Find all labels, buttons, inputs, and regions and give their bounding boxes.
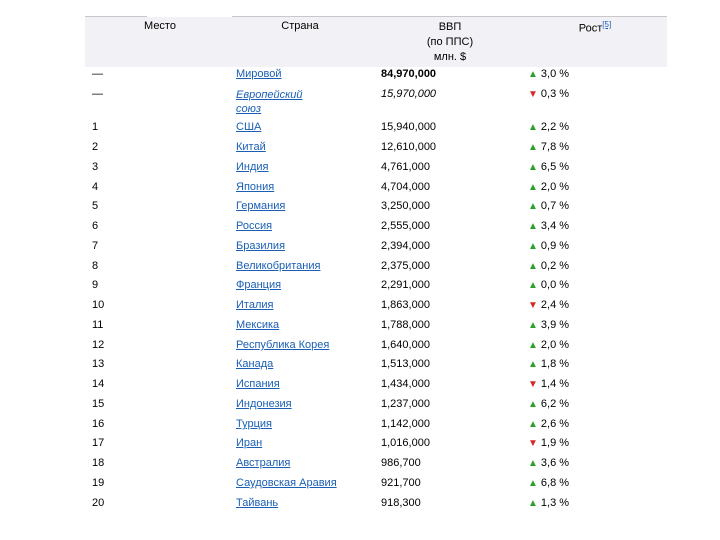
- triangle-up-icon: ▲: [528, 399, 538, 410]
- rank-cell: 7: [92, 240, 99, 252]
- growth-cell: [528, 319, 569, 331]
- triangle-up-icon: ▲: [528, 340, 538, 351]
- growth-cell: [528, 398, 569, 410]
- growth-cell: [528, 200, 569, 212]
- growth-value: 2,4 %: [540, 299, 570, 311]
- header-gdp: [415, 20, 485, 65]
- growth-cell: [528, 260, 569, 272]
- triangle-up-icon: ▲: [528, 458, 538, 469]
- gdp-cell: 1,640,000: [381, 339, 430, 351]
- gdp-cell: 1,513,000: [381, 358, 430, 370]
- country-link[interactable]: Россия: [236, 220, 273, 232]
- country-link[interactable]: Бразилия: [236, 240, 286, 252]
- growth-value: 1,9 %: [540, 437, 570, 449]
- rank-cell: 15: [92, 398, 105, 410]
- rank-cell: 17: [92, 437, 105, 449]
- table-row: [0, 299, 720, 317]
- rank-cell: 2: [92, 141, 99, 153]
- table-row: [0, 319, 720, 337]
- gdp-cell: 986,700: [381, 457, 421, 469]
- country-link[interactable]: Мексика: [236, 319, 280, 331]
- header-gdp-line3: млн. $: [433, 51, 467, 63]
- gdp-cell: 3,250,000: [381, 200, 430, 212]
- country-link[interactable]: Индонезия: [236, 398, 292, 410]
- rank-cell: 12: [92, 339, 105, 351]
- rank-cell: 16: [92, 418, 105, 430]
- triangle-up-icon: ▲: [528, 201, 538, 212]
- table-row: [0, 358, 720, 376]
- gdp-cell: 15,940,000: [381, 121, 437, 133]
- triangle-up-icon: ▲: [528, 182, 538, 193]
- table-row: [0, 398, 720, 416]
- table-row: [0, 88, 720, 115]
- growth-cell: [528, 477, 569, 489]
- table-row: [0, 497, 720, 515]
- growth-cell: [528, 497, 569, 509]
- growth-cell: [528, 141, 569, 153]
- country-link[interactable]: Мировой: [236, 68, 282, 80]
- header-divider: [232, 16, 667, 17]
- growth-cell: [528, 161, 569, 173]
- growth-value: 0,2 %: [540, 260, 570, 272]
- growth-value: 0,7 %: [540, 200, 570, 212]
- rank-cell: —: [92, 68, 103, 80]
- growth-cell: [528, 121, 569, 133]
- growth-value: 6,8 %: [540, 477, 570, 489]
- triangle-up-icon: ▲: [528, 122, 538, 133]
- rank-cell: 6: [92, 220, 99, 232]
- growth-cell: [528, 418, 569, 430]
- growth-value: 1,3 %: [540, 497, 570, 509]
- growth-cell: [528, 378, 569, 390]
- triangle-down-icon: ▼: [528, 300, 538, 311]
- triangle-up-icon: ▲: [528, 280, 538, 291]
- triangle-up-icon: ▲: [528, 498, 538, 509]
- country-link[interactable]: Европейский союз: [236, 89, 303, 115]
- country-link[interactable]: Тайвань: [236, 497, 279, 509]
- growth-value: 0,9 %: [540, 240, 570, 252]
- growth-reference-link[interactable]: [5]: [602, 20, 612, 29]
- header-growth: [570, 20, 620, 35]
- gdp-cell: 1,016,000: [381, 437, 430, 449]
- growth-value: 2,6 %: [540, 418, 570, 430]
- rank-cell: 14: [92, 378, 105, 390]
- rank-cell: 18: [92, 457, 105, 469]
- country-link[interactable]: Австралия: [236, 457, 291, 469]
- triangle-up-icon: ▲: [528, 69, 538, 80]
- gdp-cell: 2,394,000: [381, 240, 430, 252]
- country-link[interactable]: Саудовская Аравия: [236, 477, 337, 489]
- table-row: [0, 68, 720, 86]
- rank-cell: 3: [92, 161, 99, 173]
- rank-cell: 11: [92, 319, 104, 331]
- gdp-cell: 4,761,000: [381, 161, 430, 173]
- header-growth-label: Рост: [578, 22, 603, 35]
- table-row: [0, 161, 720, 179]
- growth-value: 3,0 %: [540, 68, 570, 80]
- gdp-cell: 921,700: [381, 477, 421, 489]
- gdp-cell: 2,291,000: [381, 279, 430, 291]
- country-link[interactable]: Германия: [236, 200, 286, 212]
- table-row: [0, 378, 720, 396]
- growth-value: 7,8 %: [540, 141, 570, 153]
- rank-cell: 9: [92, 279, 99, 291]
- triangle-down-icon: ▼: [528, 89, 538, 100]
- growth-cell: [528, 437, 569, 449]
- growth-cell: [528, 220, 569, 232]
- growth-value: 3,9 %: [540, 319, 570, 331]
- triangle-down-icon: ▼: [528, 379, 538, 390]
- triangle-up-icon: ▲: [528, 142, 538, 153]
- header-gdp-line2: (по ППС): [426, 36, 474, 48]
- rank-cell: 20: [92, 497, 105, 509]
- table-row: [0, 339, 720, 357]
- growth-value: 6,2 %: [540, 398, 570, 410]
- triangle-up-icon: ▲: [528, 419, 538, 430]
- table-row: [0, 418, 720, 436]
- rank-cell: 8: [92, 260, 99, 272]
- gdp-cell: 84,970,000: [381, 68, 437, 80]
- growth-value: 2,2 %: [540, 121, 570, 133]
- rank-cell: 19: [92, 477, 105, 489]
- growth-cell: [528, 457, 569, 469]
- rank-cell: 10: [92, 299, 105, 311]
- country-link[interactable]: Турция: [236, 418, 272, 430]
- country-link[interactable]: Китай: [236, 141, 266, 153]
- growth-value: 6,5 %: [540, 161, 570, 173]
- growth-cell: [528, 68, 569, 80]
- table-row: [0, 121, 720, 139]
- growth-value: 3,4 %: [540, 220, 570, 232]
- table-row: [0, 457, 720, 475]
- rank-cell: 4: [92, 181, 99, 193]
- gdp-cell: 15,970,000: [381, 88, 437, 100]
- table-row: [0, 260, 720, 278]
- country-link[interactable]: Испания: [236, 378, 280, 390]
- rank-cell: 1: [92, 121, 99, 133]
- growth-value: 1,8 %: [540, 358, 570, 370]
- table-row: [0, 181, 720, 199]
- gdp-cell: 4,704,000: [381, 181, 430, 193]
- triangle-down-icon: ▼: [528, 438, 538, 449]
- table-row: [0, 477, 720, 495]
- growth-value: 1,4 %: [540, 378, 570, 390]
- growth-cell: [528, 279, 569, 291]
- header-gdp-line1: ВВП: [438, 21, 462, 33]
- gdp-cell: 1,434,000: [381, 378, 430, 390]
- table-row: [0, 437, 720, 455]
- rank-cell: 5: [92, 200, 99, 212]
- gdp-cell: 1,863,000: [381, 299, 430, 311]
- gdp-cell: 1,237,000: [381, 398, 430, 410]
- growth-value: 0,3 %: [540, 88, 570, 100]
- country-link[interactable]: Япония: [236, 181, 275, 193]
- header-divider: [85, 16, 147, 17]
- triangle-up-icon: ▲: [528, 162, 538, 173]
- growth-value: 3,6 %: [540, 457, 570, 469]
- country-link[interactable]: Великобритания: [236, 260, 321, 272]
- gdp-cell: 1,788,000: [381, 319, 430, 331]
- rank-cell: —: [92, 88, 103, 100]
- growth-cell: [528, 339, 569, 351]
- country-link[interactable]: Канада: [236, 358, 274, 370]
- table-row: [0, 240, 720, 258]
- country-link[interactable]: Франция: [236, 279, 282, 291]
- country-link[interactable]: Индия: [236, 161, 269, 173]
- table-row: [0, 220, 720, 238]
- gdp-cell: 2,555,000: [381, 220, 430, 232]
- gdp-cell: 1,142,000: [381, 418, 430, 430]
- header-place: Место: [144, 20, 176, 32]
- country-link[interactable]: Италия: [236, 299, 274, 311]
- growth-cell: [528, 88, 569, 100]
- gdp-cell: 12,610,000: [381, 141, 437, 153]
- triangle-up-icon: ▲: [528, 478, 538, 489]
- country-link[interactable]: Республика Корея: [236, 339, 330, 351]
- growth-cell: [528, 181, 569, 193]
- triangle-up-icon: ▲: [528, 221, 538, 232]
- table-row: [0, 141, 720, 159]
- growth-value: 0,0 %: [540, 279, 570, 291]
- growth-cell: [528, 240, 569, 252]
- triangle-up-icon: ▲: [528, 320, 538, 331]
- growth-cell: [528, 299, 569, 311]
- growth-value: 2,0 %: [540, 181, 570, 193]
- triangle-up-icon: ▲: [528, 261, 538, 272]
- country-link[interactable]: США: [236, 121, 262, 133]
- growth-cell: [528, 358, 569, 370]
- rank-cell: 13: [92, 358, 105, 370]
- table-row: [0, 279, 720, 297]
- country-link[interactable]: Иран: [236, 437, 263, 449]
- gdp-cell: 2,375,000: [381, 260, 430, 272]
- header-country: Страна: [281, 20, 319, 32]
- table-row: [0, 200, 720, 218]
- triangle-up-icon: ▲: [528, 359, 538, 370]
- triangle-up-icon: ▲: [528, 241, 538, 252]
- gdp-cell: 918,300: [381, 497, 421, 509]
- growth-value: 2,0 %: [540, 339, 570, 351]
